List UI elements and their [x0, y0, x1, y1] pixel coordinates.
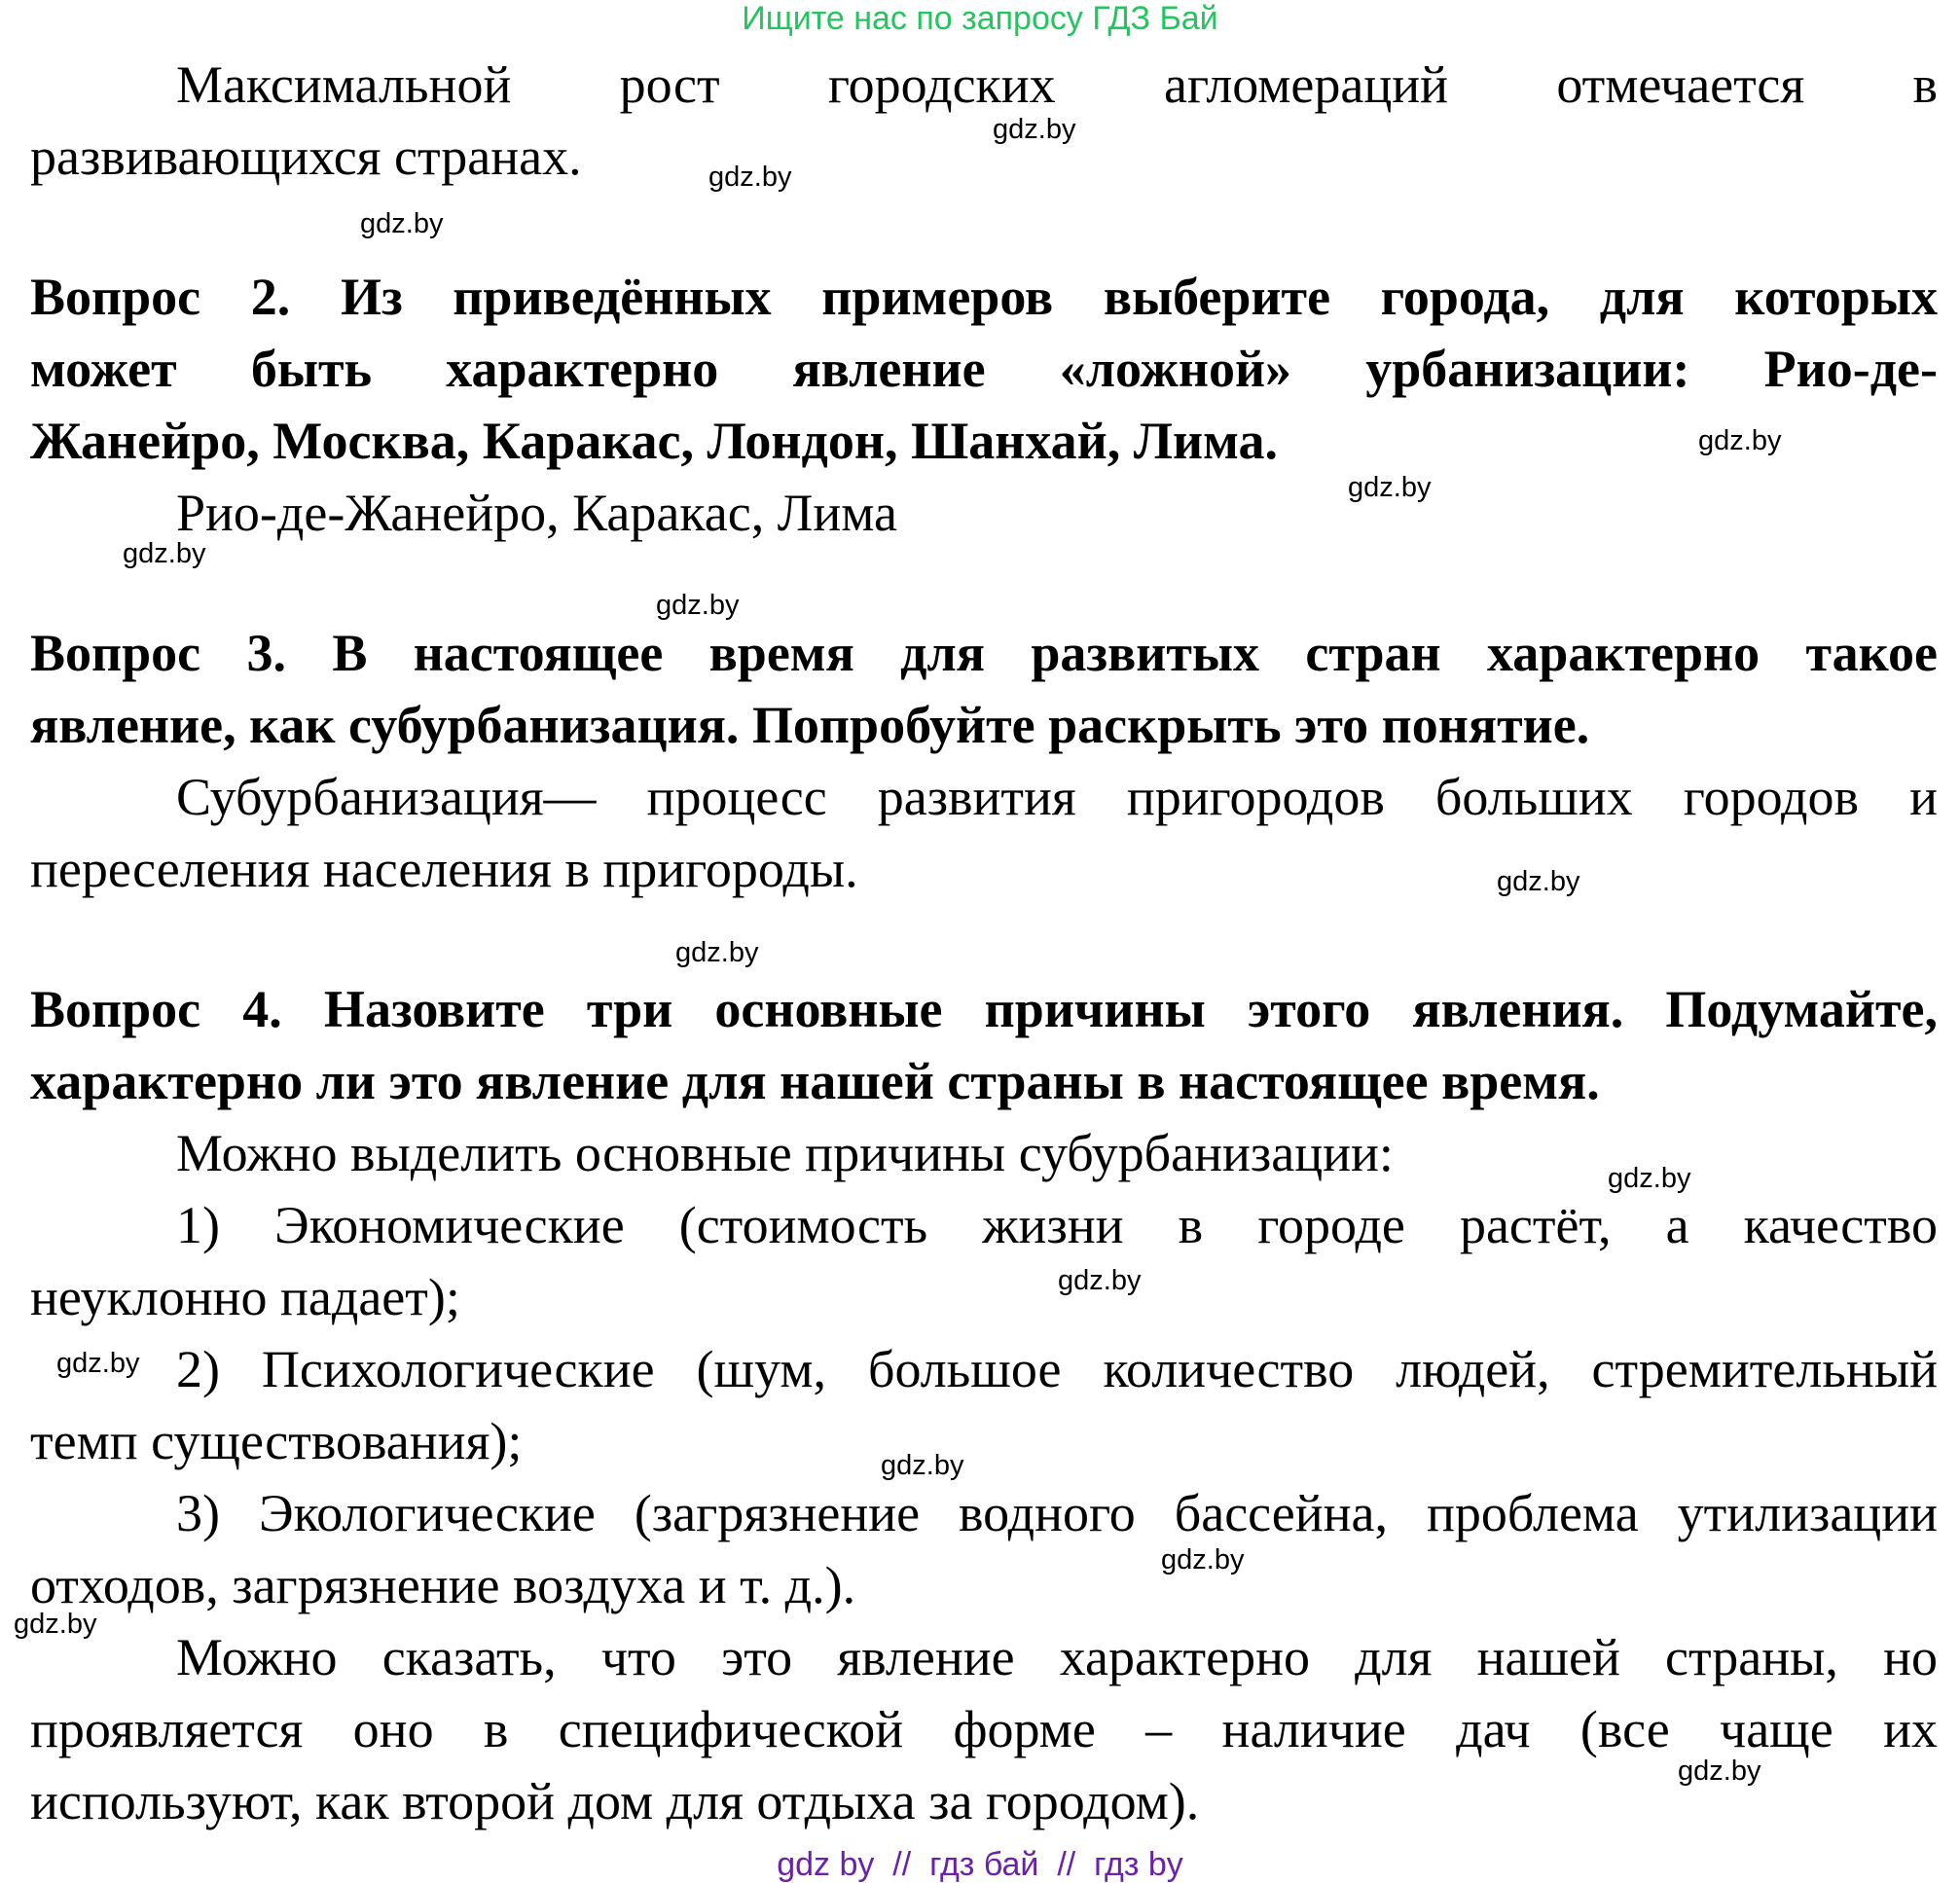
- question4-item3-line2: отходов, загрязнение воздуха и т. д.).: [30, 1556, 856, 1614]
- question3-answer-line2: переселения населения в пригороды.: [30, 840, 858, 898]
- watermark: gdz.by: [881, 1450, 964, 1481]
- question4-conclusion-line2: проявляется оно в специфической форме – наличие дач (все чаще их: [30, 1700, 1938, 1758]
- watermark: gdz.by: [360, 208, 444, 239]
- watermark: gdz.by: [1678, 1756, 1761, 1787]
- answer1-line1: Максимальной рост городских агломераций отмечается в: [176, 55, 1938, 114]
- watermark: gdz.by: [708, 162, 792, 193]
- question4-item2-line2: темп существования);: [30, 1412, 523, 1470]
- watermark: gdz.by: [1698, 425, 1782, 456]
- watermark: gdz.by: [14, 1609, 97, 1640]
- watermark: gdz.by: [1497, 866, 1580, 897]
- watermark: gdz.by: [56, 1348, 140, 1379]
- question4-item2-line1: 2) Психологические (шум, большое количество людей, стремительный: [176, 1340, 1938, 1398]
- question4-conclusion-line1: Можно сказать, что это явление характерно для нашей страны, но: [176, 1628, 1938, 1686]
- watermark: gdz.by: [1058, 1265, 1142, 1296]
- question4-item1-line2: неуклонно падает);: [30, 1268, 460, 1326]
- question2-line2: может быть характерно явление «ложной» урбанизации: Рио-де-: [30, 340, 1938, 398]
- footer-note: gdz by // гдз бай // гдз by: [777, 1846, 1183, 1883]
- watermark: gdz.by: [993, 114, 1076, 145]
- question3-answer-line1: Субурбанизация— процесс развития пригородов больших городов и: [176, 768, 1938, 826]
- question4-item3-line1: 3) Экологические (загрязнение водного бассейна, проблема утилизации: [176, 1484, 1938, 1542]
- question2-line3: Жанейро, Москва, Каракас, Лондон, Шанхай, Лима.: [30, 412, 1279, 470]
- question3-line2: явление, как субурбанизация. Попробуйте раскрыть это понятие.: [30, 696, 1590, 754]
- question4-line2: характерно ли это явление для нашей страны в настоящее время.: [30, 1052, 1600, 1110]
- question4-conclusion-line3: используют, как второй дом для отдыха за городом).: [30, 1772, 1200, 1830]
- question4-line1: Вопрос 4. Назовите три основные причины этого явления. Подумайте,: [30, 980, 1938, 1038]
- search-note: Ищите нас по запросу ГДЗ Бай: [742, 0, 1218, 37]
- watermark: gdz.by: [656, 590, 740, 621]
- watermark: gdz.by: [675, 937, 759, 968]
- question3-line1: Вопрос 3. В настоящее время для развитых стран характерно такое: [30, 624, 1938, 682]
- question4-intro: Можно выделить основные причины субурбанизации:: [176, 1124, 1394, 1182]
- watermark: gdz.by: [1608, 1163, 1691, 1194]
- watermark: gdz.by: [1161, 1544, 1245, 1575]
- question4-item1-line1: 1) Экономические (стоимость жизни в городе растёт, а качество: [176, 1196, 1938, 1254]
- watermark: gdz.by: [1348, 472, 1432, 503]
- watermark: gdz.by: [123, 538, 206, 569]
- question2-answer: Рио-де-Жанейро, Каракас, Лима: [176, 484, 897, 542]
- answer1-line2: развивающихся странах.: [30, 127, 582, 186]
- question2-line1: Вопрос 2. Из приведённых примеров выберите города, для которых: [30, 268, 1938, 326]
